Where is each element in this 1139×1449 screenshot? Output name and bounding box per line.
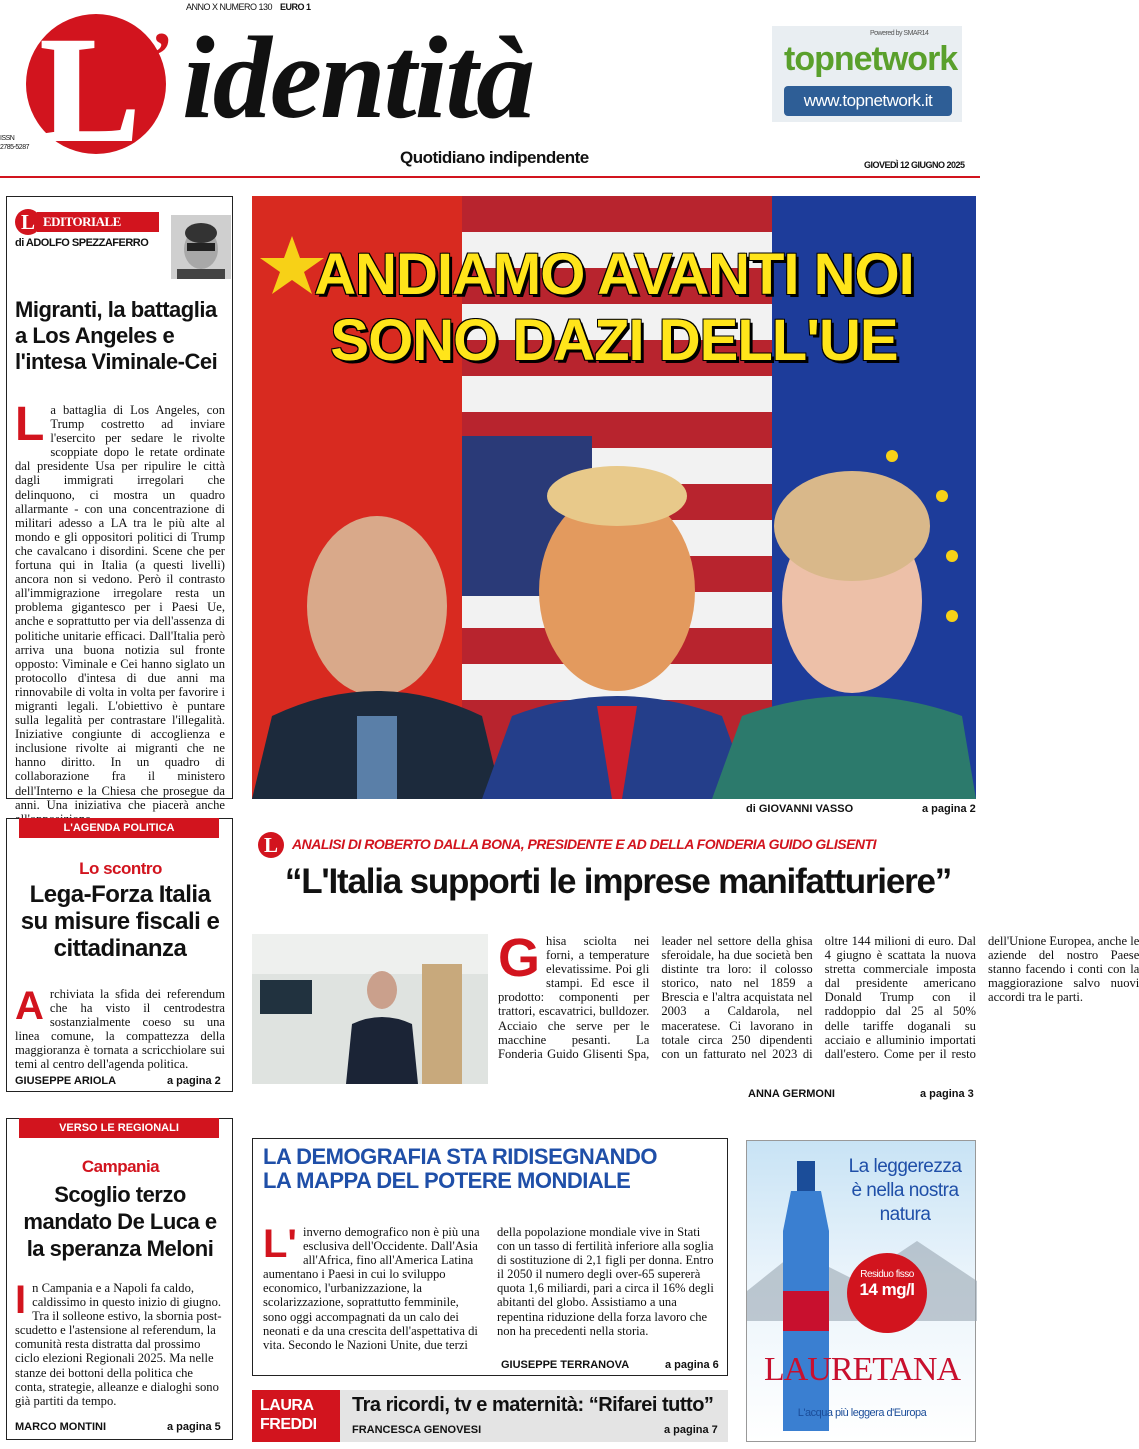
regionali-kicker: Campania <box>81 1157 160 1176</box>
analisi-title: “L'Italia supporti le imprese manifatturiere” <box>284 862 952 901</box>
author-avatar <box>171 215 231 279</box>
hero-image[interactable] <box>252 196 976 799</box>
author-portrait-icon <box>171 215 231 279</box>
lauretana-brand: LAURETANA <box>763 1351 961 1388</box>
tagline: Quotidiano indipendente <box>400 148 589 167</box>
issn: ISSN 2785-5287 <box>0 135 29 151</box>
demografia-box <box>252 1138 728 1376</box>
editoriale-byline: di ADOLFO SPEZZAFERRO <box>15 237 149 249</box>
analisi-kicker-row: L ANALISI DI ROBERTO DALLA BONA, PRESIDENTE E AD DELLA FONDERIA GUIDO GLISENTI <box>258 830 978 860</box>
small-l-logo-icon: L <box>258 832 284 858</box>
hero-author: di GIOVANNI VASSO <box>746 803 854 815</box>
regionali-box <box>6 1118 233 1440</box>
editoriale-title: Migranti, la battaglia a Los Angeles e l'intesa Viminale-Cei <box>15 297 218 374</box>
analisi-page-link[interactable]: a pagina 3 <box>920 1088 974 1100</box>
logo-l-badge <box>0 7 200 173</box>
freddi-title: Tra ricordi, tv e maternità: “Rifarei tutto” <box>352 1394 714 1416</box>
hero-headline: ANDIAMO AVANTI NOI SONO DAZI DELL'UE <box>314 242 914 373</box>
agenda-body: Archiviata la sfida dei referendum che ha visto il centrodestra sostanzialmente coeso su una linea comune, la compattezza della maggioranza è tornata a scricchiolare sui temi al centro dell'agenda politica. <box>15 984 225 1072</box>
agenda-kicker: Lo scontro <box>79 859 162 878</box>
ad-brand: topnetwork <box>784 40 958 78</box>
freddi-box[interactable] <box>252 1390 728 1442</box>
regionali-title: Scoglio terzo mandato De Luca e la speranza Meloni <box>23 1182 217 1261</box>
demografia-body: L' inverno demografico non è più una esclusiva dell'Occidente. Dall'Asia all'Africa, fino all'America Latina aumentano i Paesi in cui lo sviluppo economico, l'urbanizzazione, la scolarizzazione, soprattutto femminile, sono oggi accompagnati da un calo dei neonati e da una crescita dell'aspettativa di vita. Secondo le Nazioni Unite, due terzi della popolazione mondiale vive in Stati con un tasso di fertilità inferiore alla soglia di sostituzione di 2,1 figli per donna. Entro il 2050 il numero degli over-65 supererà quota 1,6 miliardi, pari a circa il 16% degli abitanti del globo. Assistiamo a una repentina riduzione della forza lavoro che non ha precedenti nella storia. <box>263 1222 714 1352</box>
agenda-title: Lega-Forza Italia su misure fiscali e cittadinanza <box>20 881 220 962</box>
masthead-rule <box>0 176 980 178</box>
masthead <box>0 0 980 180</box>
ad-powered: Powered by SMAR14 <box>870 30 929 37</box>
regionali-body: In Campania e a Napoli fa caldo, caldissimo in questo inizio di giugno. Tra il solleone estivo, la sbornia post-scudetto e l'astensione al referendum, la comunità resta distratta dal prossimo ciclo elezioni Regionali 2025. Ma nelle stanze dei bottoni della politica che conta, strategie, alleanze e dialoghi sono già partiti da tempo. <box>15 1278 222 1408</box>
agenda-box <box>6 818 233 1092</box>
editoriale-tag: L EDITORIALE <box>15 209 159 235</box>
lauretana-ad[interactable] <box>746 1140 976 1442</box>
freddi-page-link[interactable]: a pagina 7 <box>664 1424 718 1436</box>
editoriale-box <box>6 196 233 812</box>
issue-price: EURO 1 <box>280 2 311 12</box>
issue-date: GIOVEDÌ 12 GIUGNO 2025 <box>864 160 965 170</box>
agenda-page-link[interactable]: a pagina 2 <box>167 1075 221 1087</box>
analisi-author: ANNA GERMONI <box>748 1088 835 1100</box>
demografia-title: LA DEMOGRAFIA STA RIDISEGNANDO LA MAPPA DEL POTERE MONDIALE <box>263 1144 658 1193</box>
editoriale-body: La battaglia di Los Angeles, con Trump costretto ad inviare l'esercito per sedare le rivolte scoppiate dopo le retate ordinate dal presidente Usa per ripulire le città dagli immigrati irregolari che delinquono, ci mostra un quadro allarmante - con una concentrazione di militari adesso a LA tra le più alte al mondo e gli oppositori politici di Trump che cavalcano i disordini. Scene che per fortuna qui in Italia (a questi livelli) ancora non si vedono. Però il contrasto all'immigrazione irregolare resta un problema gigantesco per i Paesi Ue, anche e soprattutto per via dell'assenza di politiche unitarie efficaci. Dall'Italia però arriva una buona notizia sul fronte opposto: Viminale e Cei hanno siglato un protocollo d'intesa di due anni ma rinnovabile di volta in volta per favorire i migranti legali. L'obiettivo è puntare sulla legalità per contrastare l'illegalità. Iniziative congiunte di accoglienza e inclusione rivolte ai migranti che ne hanno diritto. In un quadro di collaborazione fra il ministero dell'Interno e la Chiesa che prosegue da anni. Una iniziativa che piacerà anche <box>15 398 225 812</box>
regionali-page-link[interactable]: a pagina 5 <box>167 1421 221 1433</box>
issue-number: ANNO X NUMERO 130 <box>186 2 273 12</box>
lauretana-tagline: L'acqua più leggera d'Europa <box>797 1407 927 1419</box>
hero-page-link[interactable]: a pagina 2 <box>922 803 976 815</box>
ad-url-box: www.topnetwork.it <box>784 86 952 116</box>
demografia-page-link[interactable]: a pagina 6 <box>665 1359 719 1371</box>
logo-wordmark: identità <box>182 12 534 143</box>
demografia-author: GIUSEPPE TERRANOVA <box>501 1359 630 1371</box>
svg-text:L: L <box>40 7 141 173</box>
small-l-logo-icon: L <box>15 209 41 235</box>
analisi-body: Ghisa sciolta nei forni, a temperature elevatissime. Poi gli stampi. Ed esce il prodotto: componenti per trattori, escavatrici, bulldozer. Acciaio che serve per le macchine pesanti. La Fonderia Guido Glisenti Spa, leader nel settore della ghisa sferoidale, ha due società ben distinte tra loro: il colosso storico, nato nel 1859 a Brescia e l'altra acquistata nel 2003 a Caldarola, nel maceratese. Ci lavorano in totale circa 250 dipendenti con un fatturato nel 2023 di oltre 144 milioni di euro. Dal 4 giugno è scattata la nuova stretta commerciale imposta dal presidente americano Donald Trump con il raddoppio dal 25 al 50% delle tariffe doganali su acciaio e alluminio importati dall'estero. Come per il resto dell'Unione Europea, anche le aziende del nostro Paese stanno facendo i conti con la maggiorazione salvo nuovi accordi tra le parti. <box>498 928 1139 1061</box>
svg-text:’: ’ <box>150 19 174 96</box>
residuo-badge: Residuo fisso 14 mg/l <box>847 1253 927 1333</box>
freddi-name: LAURA FREDDI <box>252 1390 340 1442</box>
regionali-author: MARCO MONTINI <box>15 1421 107 1433</box>
lauretana-slogan: La leggerezza è nella nostra natura <box>848 1156 962 1225</box>
analisi-photo[interactable] <box>252 934 488 1084</box>
regionali-tag: VERSO LE REGIONALI <box>19 1118 219 1138</box>
agenda-tag: L'AGENDA POLITICA <box>19 818 219 838</box>
freddi-author: FRANCESCA GENOVESI <box>352 1424 482 1436</box>
analisi-photo-illustration <box>252 934 488 1084</box>
topnetwork-ad[interactable] <box>772 26 962 122</box>
agenda-author: GIUSEPPE ARIOLA <box>15 1075 117 1087</box>
